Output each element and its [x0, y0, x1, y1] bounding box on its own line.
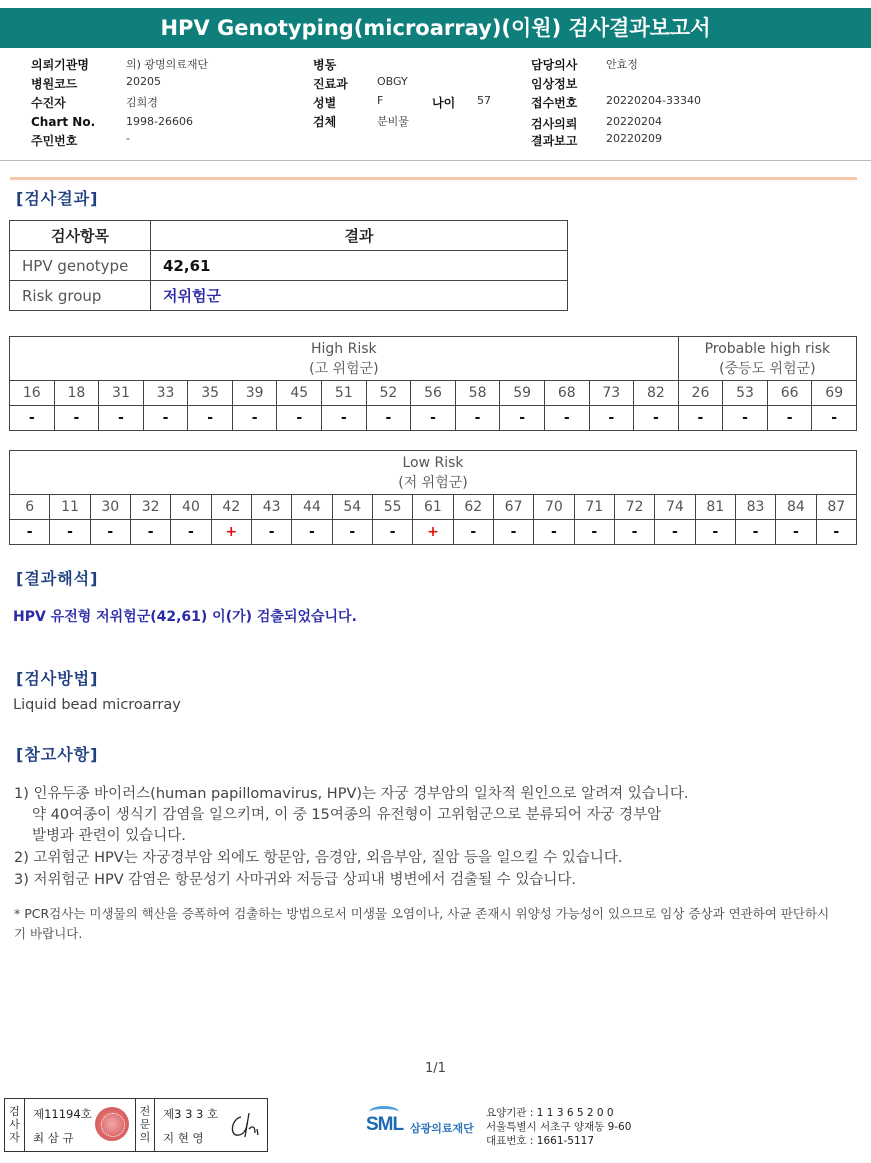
info-label: 접수번호 [531, 96, 578, 110]
hpv-type-cell: 56 [411, 381, 456, 406]
hpv-result-cell: - [332, 520, 372, 545]
hpv-type-cell: 33 [143, 381, 188, 406]
interpretation-text: HPV 유전형 저위험군(42,61) 이(가) 검출되었습니다. [13, 609, 357, 625]
hpv-result-cell: - [544, 406, 589, 431]
hpv-result-cell: - [143, 406, 188, 431]
probable-risk-header [678, 337, 856, 381]
hpv-type-cell: 59 [500, 381, 545, 406]
lab-info-line: 요양기관 : 1 1 3 6 5 2 0 0 [486, 1107, 614, 1119]
high-risk-table [9, 336, 857, 431]
info-label: 검체 [313, 115, 337, 129]
hpv-type-cell: 42 [211, 495, 251, 520]
low-risk-label-ko: (저 위험군) [398, 474, 468, 491]
hpv-result-cell: - [99, 406, 144, 431]
hpv-result-cell: - [372, 520, 412, 545]
info-value: 20220204-33340 [606, 94, 701, 107]
hpv-result-cell: + [211, 520, 251, 545]
hpv-result-cell: - [723, 406, 768, 431]
hpv-type-cell: 52 [366, 381, 411, 406]
hpv-result-cell: - [453, 520, 493, 545]
section-title-results: [검사결과] [16, 189, 99, 208]
info-value: 20220209 [606, 132, 662, 145]
hpv-result-cell: - [251, 520, 291, 545]
signature-scribble [227, 1109, 265, 1143]
note-line: 약 40여종이 생식기 감염을 일으키며, 이 중 15여종의 유전형이 고위험군으로 분류되어 자궁 경부암 [32, 807, 662, 823]
note-line: 3) 저위험군 HPV 감염은 항문성기 사마귀와 저등급 상피내 병변에서 검출될 수 있습니다. [14, 872, 576, 888]
lab-name: 삼광의료재단 [410, 1122, 474, 1135]
info-label: 나이 [432, 96, 456, 110]
column-header: 검사항목 [10, 221, 151, 251]
info-value: 20205 [126, 75, 161, 88]
hpv-type-cell: 87 [816, 495, 856, 520]
info-label: 성별 [313, 96, 337, 110]
info-value: 안효정 [606, 58, 638, 71]
seal-stamp [95, 1107, 129, 1141]
info-label: 진료과 [313, 77, 348, 91]
hpv-type-cell: 26 [678, 381, 723, 406]
section-title-method: [검사방법] [16, 669, 99, 688]
hpv-result-cell: - [816, 520, 856, 545]
hpv-type-cell: 70 [534, 495, 574, 520]
examiner-license: 제11194호 [33, 1107, 92, 1121]
hpv-result-cell: - [322, 406, 367, 431]
divider [0, 160, 871, 161]
hpv-result-cell: - [678, 406, 723, 431]
table-row [10, 281, 568, 311]
hpv-result-cell: - [10, 520, 50, 545]
table-row [10, 251, 568, 281]
hpv-type-cell: 62 [453, 495, 493, 520]
result-item: HPV genotype [10, 251, 151, 281]
note-line: 1) 인유두종 바이러스(human papillomavirus, HPV)는 자궁 경부암의 일차적 원인으로 알려져 있습니다. [14, 786, 689, 802]
hpv-type-cell: 69 [812, 381, 857, 406]
hpv-result-cell: - [655, 520, 695, 545]
report-title: HPV Genotyping(microarray)(이원) 검사결과보고서 [0, 8, 871, 48]
hpv-result-cell: - [534, 520, 574, 545]
hpv-type-cell: 45 [277, 381, 322, 406]
hpv-result-cell: - [171, 520, 211, 545]
hpv-type-cell: 73 [589, 381, 634, 406]
low-risk-header [10, 451, 857, 495]
examiner-name: 최 삼 규 [33, 1131, 74, 1145]
info-value: 57 [477, 94, 491, 107]
info-label: 병원코드 [31, 77, 78, 91]
footnote: * PCR검사는 미생물의 핵산을 증폭하여 검출하는 방법으로서 미생물 오염이나, 사균 존재시 위양성 가능성이 있으므로 임상 증상과 연관하여 판단하시기 바랍니다. [14, 906, 830, 941]
result-item: Risk group [10, 281, 151, 311]
info-value: 김희경 [126, 96, 158, 109]
result-value: 저위험군 [151, 281, 568, 311]
hpv-result-cell: - [634, 406, 679, 431]
hpv-result-cell: - [455, 406, 500, 431]
hpv-type-cell: 31 [99, 381, 144, 406]
divider [10, 177, 857, 180]
lab-info-line: 대표번호 : 1661-5117 [486, 1135, 595, 1147]
hpv-result-cell: - [493, 520, 533, 545]
hpv-result-cell: - [277, 406, 322, 431]
info-label: 임상정보 [531, 77, 578, 91]
info-label: 결과보고 [531, 134, 578, 148]
hpv-result-cell: - [776, 520, 816, 545]
info-value: 분비물 [377, 115, 409, 128]
method-text: Liquid bead microarray [13, 697, 181, 713]
column-header: 결과 [151, 221, 568, 251]
hpv-result-cell: - [232, 406, 277, 431]
hpv-type-cell: 51 [322, 381, 367, 406]
note-line: 2) 고위험군 HPV는 자궁경부암 외에도 항문암, 음경암, 외음부암, 질암 등을 일으킬 수 있습니다. [14, 850, 623, 866]
info-label: 검사의뢰 [531, 117, 578, 131]
high-risk-label: High Risk [311, 340, 377, 357]
result-table [9, 220, 568, 311]
lab-info [486, 1106, 631, 1148]
hpv-result-cell: - [614, 520, 654, 545]
info-label: 의뢰기관명 [31, 58, 89, 72]
info-label: Chart No. [31, 115, 96, 129]
hpv-result-cell: - [90, 520, 130, 545]
info-value: 1998-26606 [126, 115, 193, 128]
high-risk-label-ko: (고 위험군) [309, 360, 379, 377]
hpv-type-cell: 55 [372, 495, 412, 520]
result-value: 42,61 [151, 251, 568, 281]
info-label: 병동 [313, 58, 337, 72]
hpv-type-cell: 30 [90, 495, 130, 520]
hpv-type-cell: 44 [292, 495, 332, 520]
examiner-label: 검사자 [5, 1099, 25, 1151]
hpv-type-cell: 84 [776, 495, 816, 520]
hpv-result-cell: - [695, 520, 735, 545]
hpv-result-cell: - [54, 406, 99, 431]
hpv-result-cell: - [292, 520, 332, 545]
low-risk-label: Low Risk [402, 454, 464, 471]
hpv-result-cell: - [130, 520, 170, 545]
hpv-type-cell: 35 [188, 381, 233, 406]
info-label: 주민번호 [31, 134, 78, 148]
hpv-result-cell: - [735, 520, 775, 545]
hpv-result-cell: - [767, 406, 812, 431]
info-label: 담당의사 [531, 58, 578, 72]
hpv-type-cell: 71 [574, 495, 614, 520]
low-risk-table [9, 450, 857, 545]
hpv-result-cell: - [188, 406, 233, 431]
hpv-type-cell: 81 [695, 495, 735, 520]
hpv-type-cell: 54 [332, 495, 372, 520]
signature-box [4, 1098, 268, 1152]
info-value: F [377, 94, 384, 107]
info-value: 의) 광명의료재단 [126, 58, 209, 71]
hpv-type-cell: 16 [10, 381, 55, 406]
hpv-result-cell: - [500, 406, 545, 431]
info-label: 수진자 [31, 96, 66, 110]
hpv-type-cell: 18 [54, 381, 99, 406]
hpv-type-cell: 67 [493, 495, 533, 520]
hpv-type-cell: 58 [455, 381, 500, 406]
specialist-name: 지 현 영 [163, 1131, 204, 1145]
hpv-type-cell: 32 [130, 495, 170, 520]
hpv-type-cell: 74 [655, 495, 695, 520]
hpv-result-cell: - [10, 406, 55, 431]
specialist-label: 전문의 [135, 1099, 155, 1151]
hpv-type-cell: 61 [413, 495, 453, 520]
hpv-result-cell: + [413, 520, 453, 545]
hpv-type-cell: 11 [50, 495, 90, 520]
hpv-result-cell: - [574, 520, 614, 545]
hpv-type-cell: 6 [10, 495, 50, 520]
hpv-type-cell: 82 [634, 381, 679, 406]
hpv-result-cell: - [411, 406, 456, 431]
hpv-type-cell: 83 [735, 495, 775, 520]
probable-risk-label-ko: (중등도 위험군) [719, 360, 816, 377]
lab-info-line: 서울특별시 서초구 양재동 9-60 [486, 1121, 632, 1133]
probable-risk-label: Probable high risk [704, 340, 831, 357]
note-line: 발병과 관련이 있습니다. [32, 828, 186, 844]
hpv-type-cell: 68 [544, 381, 589, 406]
hpv-result-cell: - [50, 520, 90, 545]
hpv-result-cell: - [812, 406, 857, 431]
info-value: 20220204 [606, 115, 662, 128]
section-title-notes: [참고사항] [16, 745, 99, 764]
hpv-result-cell: - [589, 406, 634, 431]
hpv-type-cell: 39 [232, 381, 277, 406]
section-title-interpretation: [결과해석] [16, 569, 99, 588]
page-number: 1/1 [425, 1061, 446, 1076]
specialist-license: 제3 3 3 호 [163, 1107, 219, 1121]
logo-text: SML [366, 1114, 404, 1135]
hpv-type-cell: 43 [251, 495, 291, 520]
hpv-type-cell: 66 [767, 381, 812, 406]
hpv-result-cell: - [366, 406, 411, 431]
high-risk-header [10, 337, 679, 381]
hpv-type-cell: 53 [723, 381, 768, 406]
info-value: - [126, 132, 130, 145]
hpv-type-cell: 40 [171, 495, 211, 520]
info-value: OBGY [377, 75, 408, 88]
hpv-type-cell: 72 [614, 495, 654, 520]
